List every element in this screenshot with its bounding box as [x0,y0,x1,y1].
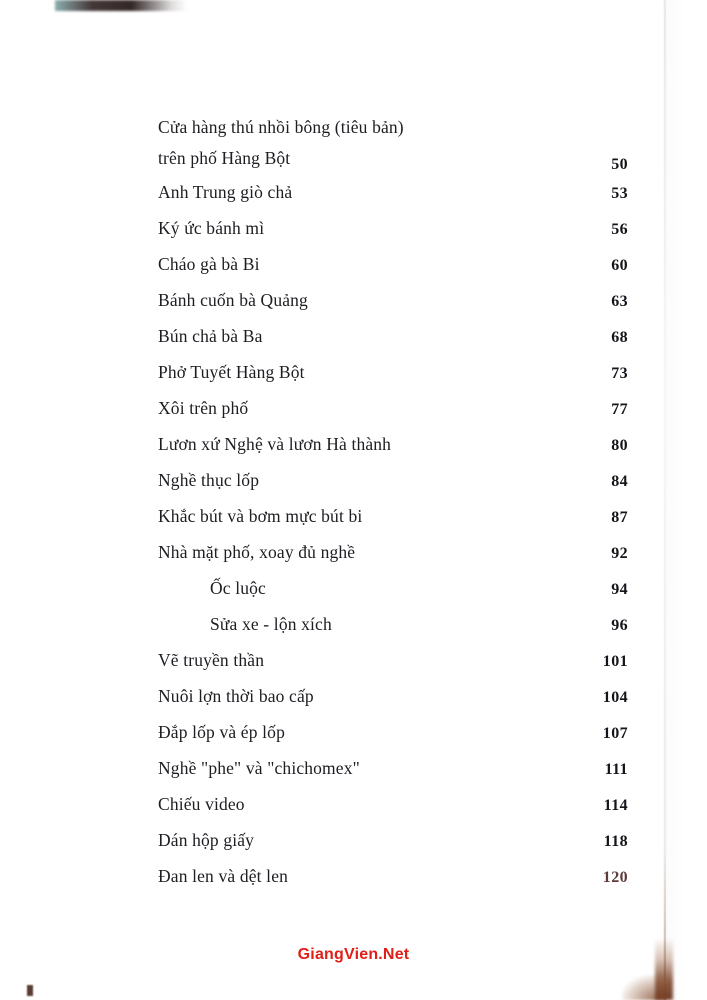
toc-entry[interactable] [158,576,628,606]
toc-entry[interactable] [158,540,628,570]
toc-entry[interactable] [158,118,628,174]
toc-entry-page-number: 87 [611,509,628,526]
scan-artifact-bottom-left-dot [27,985,33,996]
toc-entry[interactable] [158,252,628,282]
toc-entry-page-number: 77 [611,401,628,418]
toc-entry[interactable] [158,828,628,858]
toc-entry[interactable] [158,324,628,354]
toc-entry-page-number: 101 [602,653,628,670]
toc-entry-title: Nuôi lợn thời bao cấp [158,686,314,706]
toc-entry[interactable] [158,612,628,642]
toc-entry-page-number: 68 [611,329,628,346]
toc-entry[interactable] [158,180,628,210]
toc-entry[interactable] [158,468,628,498]
toc-entry[interactable] [158,432,628,462]
toc-entry-page-number: 94 [611,581,628,598]
toc-entry-page-number: 53 [611,185,628,202]
toc-entry-page-number: 50 [611,156,628,173]
scan-artifact-bottom-right-shadow [622,975,667,1000]
toc-entry[interactable] [158,288,628,318]
toc-entry-title: Khắc bút và bơm mực bút bi [158,506,363,526]
toc-entry[interactable] [158,216,628,246]
toc-entry-title: Xôi trên phố [158,398,249,418]
toc-entry-page-number: 111 [604,761,628,778]
toc-entry[interactable] [158,864,628,894]
toc-entry-title: Chiếu video [158,794,245,814]
toc-entry-title: Đắp lốp và ép lốp [158,722,285,742]
toc-entry-title: Ốc luộc [210,578,266,598]
toc-entry-page-number: 63 [611,293,628,310]
watermark: GiangVien.Net [297,946,410,963]
toc-entry-page-number: 96 [611,617,628,634]
scan-artifact-top-smudge [55,0,187,11]
toc-entry-title-line-2: trên phố Hàng Bột [158,148,291,168]
toc-entry-title: Nhà mặt phố, xoay đủ nghề [158,542,356,562]
toc-entry-page-number: 56 [611,221,628,238]
toc-entry-page-number: 60 [611,257,628,274]
toc-entry-page-number: 107 [602,725,628,742]
toc-entry-title: Ký ức bánh mì [158,218,265,238]
toc-entry-page-number: 104 [602,689,628,706]
toc-entry-page-number: 114 [603,797,628,814]
toc-entry[interactable] [158,648,628,678]
toc-entry[interactable] [158,360,628,390]
toc-entry-title: Nghề "phe" và "chichomex" [158,758,360,778]
toc-entry-title: Phở Tuyết Hàng Bột [158,362,305,382]
toc-entry[interactable] [158,720,628,750]
toc-entry-page-number: 73 [611,365,628,382]
toc-entry-title [158,112,582,174]
toc-entry-title: Cháo gà bà Bi [158,254,260,274]
toc-entry-page-number: 92 [611,545,628,562]
toc-entry-title: Bánh cuốn bà Quảng [158,290,308,310]
toc-entry[interactable] [158,756,628,786]
toc-entry[interactable] [158,684,628,714]
toc-entry-title: Đan len và dệt len [158,866,289,886]
toc-entry[interactable] [158,396,628,426]
toc-entry-title-line-1: Cửa hàng thú nhồi bông (tiêu bản) [158,117,404,137]
toc-entry-title: Dán hộp giấy [158,830,255,850]
toc-entry-title: Nghề thục lốp [158,470,260,490]
scan-artifact-right-margin [666,0,707,1000]
toc-entry-title: Vẽ truyền thần [158,650,265,670]
toc-entry-page-number: 118 [603,833,628,850]
toc-entry-title: Lươn xứ Nghệ và lươn Hà thành [158,434,392,454]
toc-entry-page-number: 80 [611,437,628,454]
toc-entry-page-number: 84 [611,473,628,490]
toc-entry[interactable] [158,504,628,534]
toc-entry[interactable] [158,792,628,822]
toc-entry-title: Sửa xe - lộn xích [210,614,332,634]
toc-entry-page-number: 120 [602,869,628,886]
toc-entry-title: Anh Trung giò chả [158,182,293,202]
toc-entry-title: Bún chả bà Ba [158,326,263,346]
